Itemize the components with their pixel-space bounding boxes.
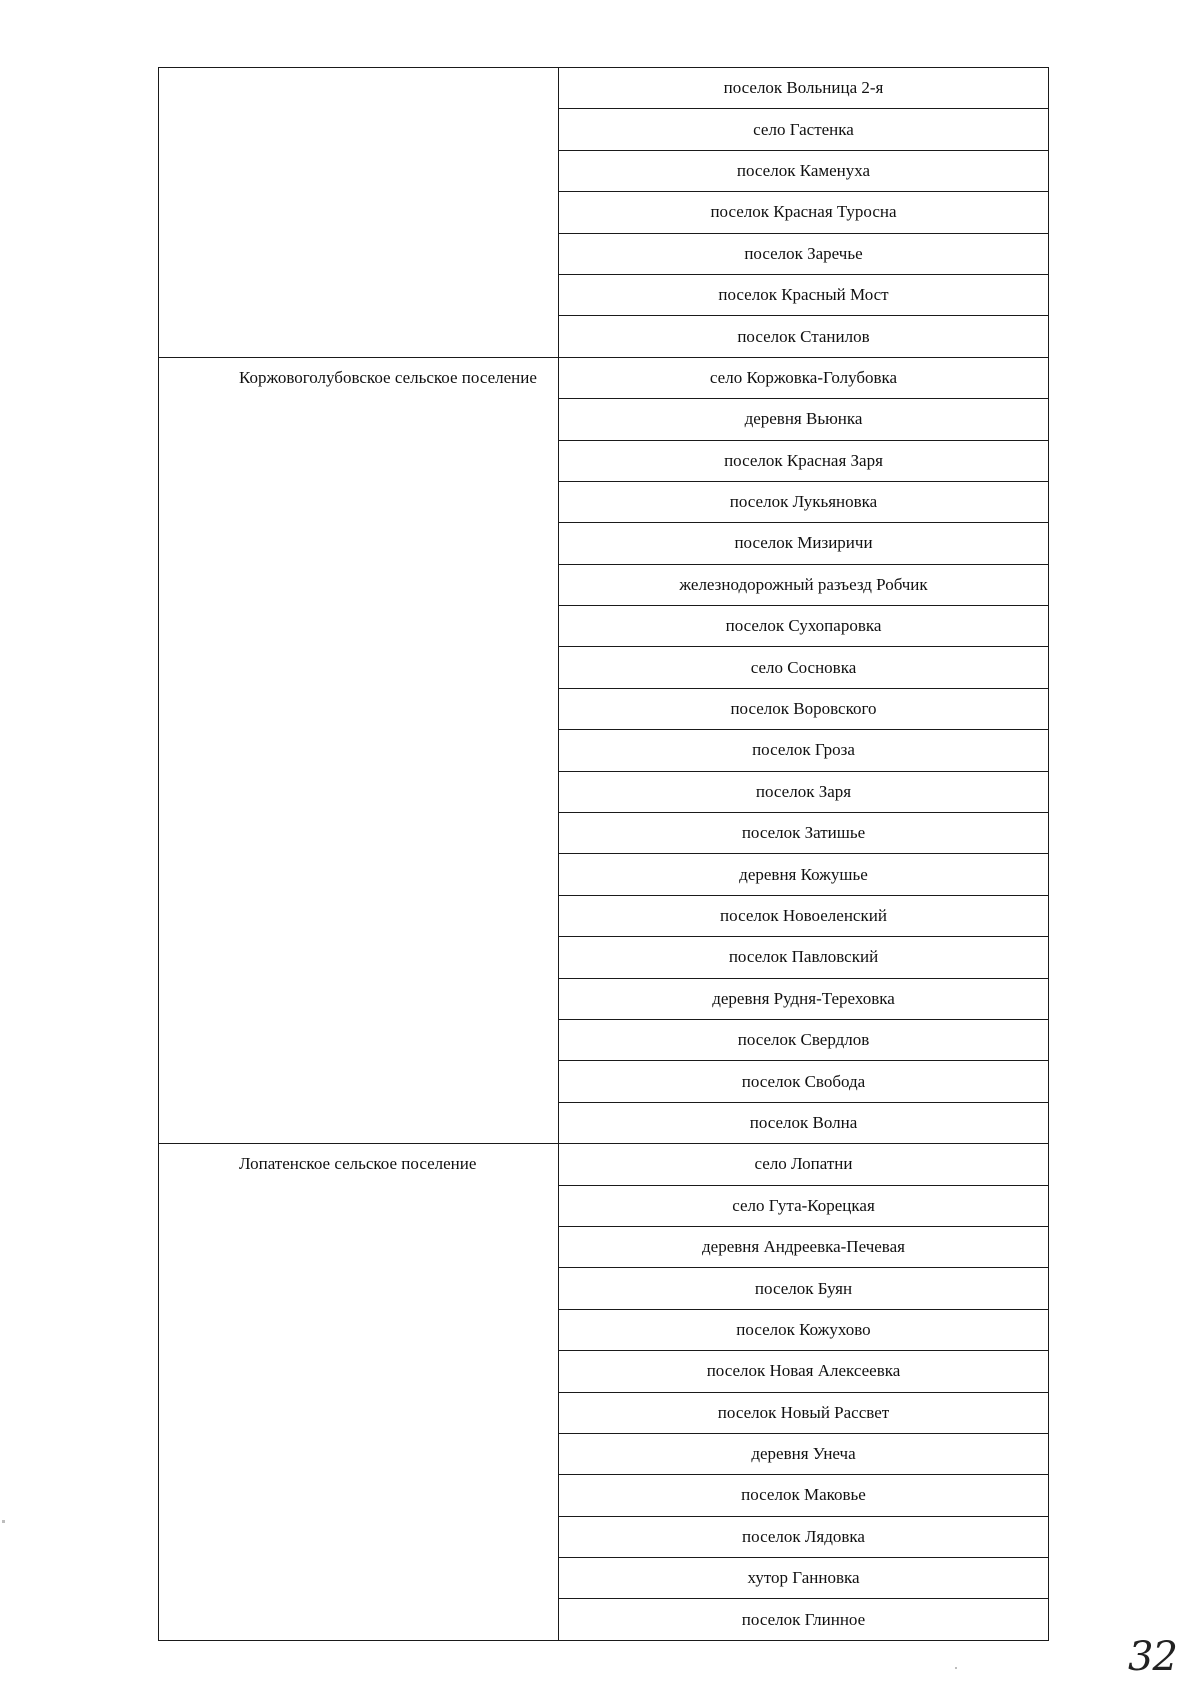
settlement-cell: железнодорожный разъезд Робчик [559,564,1049,605]
settlement-cell: поселок Станилов [559,316,1049,357]
table-row [159,68,1049,109]
table-row [159,1144,1049,1185]
settlement-cell: поселок Лядовка [559,1516,1049,1557]
district-name: Коржовоголубовское сельское поселение [239,367,537,387]
settlement-cell: поселок Сухопаровка [559,606,1049,647]
settlement-cell: поселок Лукьяновка [559,481,1049,522]
settlement-cell: поселок Новоеленский [559,895,1049,936]
settlement-cell: поселок Новая Алексеевка [559,1351,1049,1392]
settlement-cell: поселок Свердлов [559,1019,1049,1060]
settlement-cell: поселок Новый Рассвет [559,1392,1049,1433]
settlement-cell: поселок Свобода [559,1061,1049,1102]
scan-speck [2,1520,5,1523]
settlement-cell: хутор Ганновка [559,1558,1049,1599]
settlements-table-body [159,68,1049,1641]
settlement-cell: поселок Павловский [559,937,1049,978]
district-cell [159,1144,559,1641]
settlement-cell: поселок Каменуха [559,150,1049,191]
settlement-cell: деревня Андреевка-Печевая [559,1226,1049,1267]
settlement-cell: село Сосновка [559,647,1049,688]
settlement-cell: поселок Красная Туросна [559,192,1049,233]
settlement-cell: село Гута-Корецкая [559,1185,1049,1226]
settlement-cell: поселок Мизиричи [559,523,1049,564]
page-number: 32 [1128,1634,1177,1680]
table-row [159,357,1049,398]
settlement-cell: поселок Вольница 2-я [559,68,1049,109]
settlement-cell: поселок Затишье [559,813,1049,854]
settlement-cell: поселок Гроза [559,730,1049,771]
district-cell [159,68,559,358]
settlement-cell: село Лопатни [559,1144,1049,1185]
district-name: Лопатенское сельское поселение [239,1154,477,1174]
district-cell [159,357,559,1143]
settlement-cell: село Коржовка-Голубовка [559,357,1049,398]
settlement-cell: поселок Маковье [559,1475,1049,1516]
settlement-cell: деревня Вьюнка [559,399,1049,440]
settlement-cell: поселок Красный Мост [559,274,1049,315]
settlement-cell: деревня Кожушье [559,854,1049,895]
settlement-cell: поселок Воровского [559,688,1049,729]
settlement-cell: поселок Волна [559,1102,1049,1143]
settlements-table [158,67,1049,1641]
settlement-cell: поселок Буян [559,1268,1049,1309]
settlement-cell: поселок Заречье [559,233,1049,274]
settlement-cell: поселок Глинное [559,1599,1049,1640]
scan-speck [955,1667,957,1669]
settlement-cell: поселок Красная Заря [559,440,1049,481]
settlement-cell: поселок Кожухово [559,1309,1049,1350]
settlement-cell: деревня Рудня-Тереховка [559,978,1049,1019]
settlement-cell: село Гастенка [559,109,1049,150]
settlement-cell: деревня Унеча [559,1433,1049,1474]
settlement-cell: поселок Заря [559,771,1049,812]
